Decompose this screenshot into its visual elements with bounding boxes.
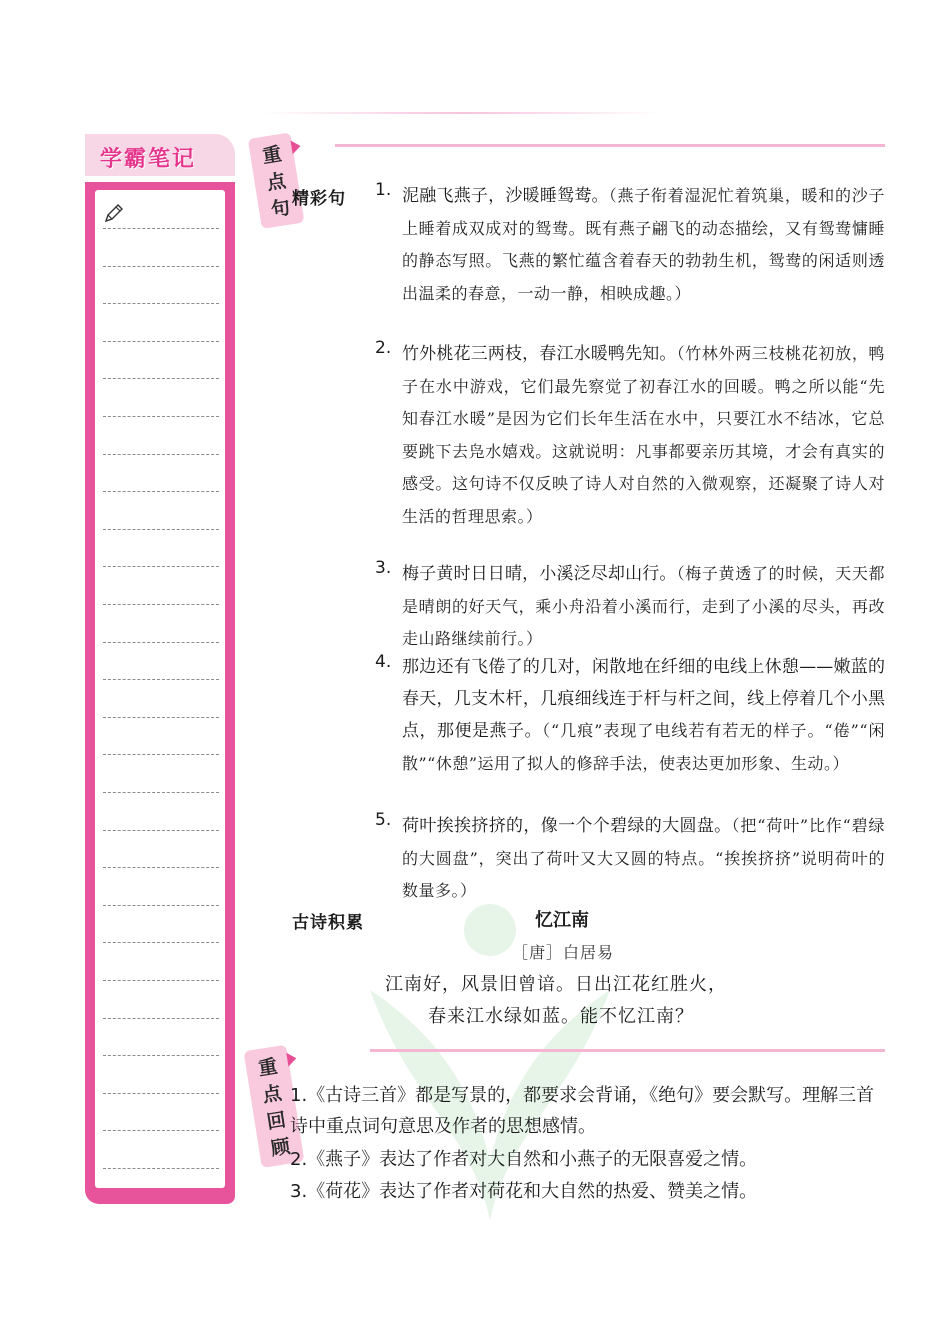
sentence-text: 竹外桃花三两枝，春江水暖鸭先知。 <box>402 344 677 364</box>
note-line <box>103 1018 219 1019</box>
pencil-icon <box>103 202 125 224</box>
sentence-note: （把“荷叶”比作“碧绿的大圆盘”，突出了荷叶又大又圆的特点。“挨挨挤挤”说明荷叶的数量多。） <box>402 816 886 900</box>
key-sentences-tag: 重点句 <box>248 132 305 229</box>
notes-header <box>85 134 235 176</box>
sentence-note: （竹林外两三枝桃花初放，鸭子在水中游戏，它们最先察觉了初春江水的回暖。鸭之所以能“先知春江水暖”是因为它们长年生活在水中，只要江水不结冰，它总要跳下去凫水嬉戏。这就说明：凡事都要亲历其境，才会有真实的感受。这句诗不仅反映了诗人对自然的入微观察，还凝聚了诗人对生活的哲理思索。） <box>402 344 885 526</box>
sentence-item <box>375 558 885 656</box>
jingcaiju-label: 精彩句 <box>292 189 346 209</box>
note-line <box>103 341 219 342</box>
notes-sidebar <box>85 134 235 1204</box>
item-number: 5. <box>375 810 392 830</box>
note-line <box>103 491 219 492</box>
note-line <box>103 228 219 229</box>
note-line <box>103 1093 219 1094</box>
notes-paper <box>95 190 225 1188</box>
review-number: 2. <box>290 1149 308 1170</box>
review-item <box>290 1080 890 1142</box>
note-line <box>103 754 219 755</box>
review-text: 《燕子》表达了作者对大自然和小燕子的无限喜爱之情。 <box>307 1149 758 1170</box>
review-text: 《古诗三首》都是写景的，都要求会背诵，《绝句》要会默写。理解三首诗中重点词句意思及作者的思想感情。 <box>290 1085 875 1137</box>
note-line <box>103 867 219 868</box>
sentence-text: 泥融飞燕子，沙暖睡鸳鸯。 <box>402 186 609 206</box>
sentence-text: 梅子黄时日日晴，小溪泛尽却山行。 <box>402 564 677 584</box>
section-rule <box>370 1049 885 1052</box>
poem-title: 忆江南 <box>535 910 589 931</box>
note-line <box>103 1130 219 1131</box>
note-line <box>103 942 219 943</box>
review-text: 《荷花》表达了作者对荷花和大自然的热爱、赞美之情。 <box>307 1181 758 1202</box>
note-line <box>103 529 219 530</box>
sentence-note: （梅子黄透了的时候，天天都是晴朗的好天气，乘小舟沿着小溪而行，走到了小溪的尽头，再改走山路继续前行。） <box>402 564 885 648</box>
note-line <box>103 266 219 267</box>
poem-line-2: 春来江水绿如蓝。能不忆江南？ <box>428 1006 694 1027</box>
sentence-text: 荷叶挨挨挤挤的，像一个个碧绿的大圆盘。 <box>402 816 732 836</box>
note-line <box>103 566 219 567</box>
note-line <box>103 679 219 680</box>
sentence-note: （“几痕”表现了电线若有若无的样子。“倦”“闲散”“休憩”运用了拟人的修辞手法，使表达更加形象、生动。） <box>402 721 885 773</box>
review-item <box>290 1176 890 1207</box>
item-number: 4. <box>375 652 392 672</box>
note-line <box>103 642 219 643</box>
note-line <box>103 980 219 981</box>
note-line <box>103 303 219 304</box>
item-number: 3. <box>375 558 392 578</box>
sentence-note: （燕子衔着湿泥忙着筑巢，暖和的沙子上睡着成双成对的鸳鸯。既有燕子翩飞的动态描绘，又有鸳鸯慵睡的静态写照。飞燕的繁忙蕴含着春天的勃勃生机，鸳鸯的闲适则透出温柔的春意，一动一静，相映成趣。） <box>402 186 885 303</box>
note-line <box>103 1168 219 1169</box>
review-item <box>290 1144 890 1175</box>
gushi-label: 古诗积累 <box>292 913 364 933</box>
note-line <box>103 604 219 605</box>
sentence-text: 那边还有飞倦了的几对，闲散地在纤细的电线上休憩——嫩蓝的春天，几支木杆，几痕细线连于杆与杆之间，线上停着几个小黑点，那便是燕子。 <box>402 657 885 741</box>
notes-frame <box>85 182 235 1204</box>
note-line <box>103 1055 219 1056</box>
notes-title: 学霸笔记 <box>100 147 197 172</box>
note-line <box>103 830 219 831</box>
sentence-item <box>375 810 885 908</box>
poem-line-1: 江南好，风景旧曾谙。日出江花红胜火， <box>385 974 727 995</box>
top-decorative-rule <box>262 112 662 114</box>
sentence-item <box>375 180 885 310</box>
section-rule <box>335 144 885 147</box>
note-line <box>103 905 219 906</box>
review-number: 3. <box>290 1181 308 1202</box>
sentence-item <box>375 338 885 533</box>
note-line <box>103 454 219 455</box>
note-line <box>103 792 219 793</box>
note-line <box>103 416 219 417</box>
note-line <box>103 717 219 718</box>
key-review-tag: 重点回顾 <box>244 1045 305 1168</box>
review-number: 1. <box>290 1085 308 1106</box>
item-number: 1. <box>375 180 392 200</box>
item-number: 2. <box>375 338 392 358</box>
note-line <box>103 378 219 379</box>
sentence-item <box>375 652 885 780</box>
poem-author: ［唐］白居易 <box>512 943 615 962</box>
